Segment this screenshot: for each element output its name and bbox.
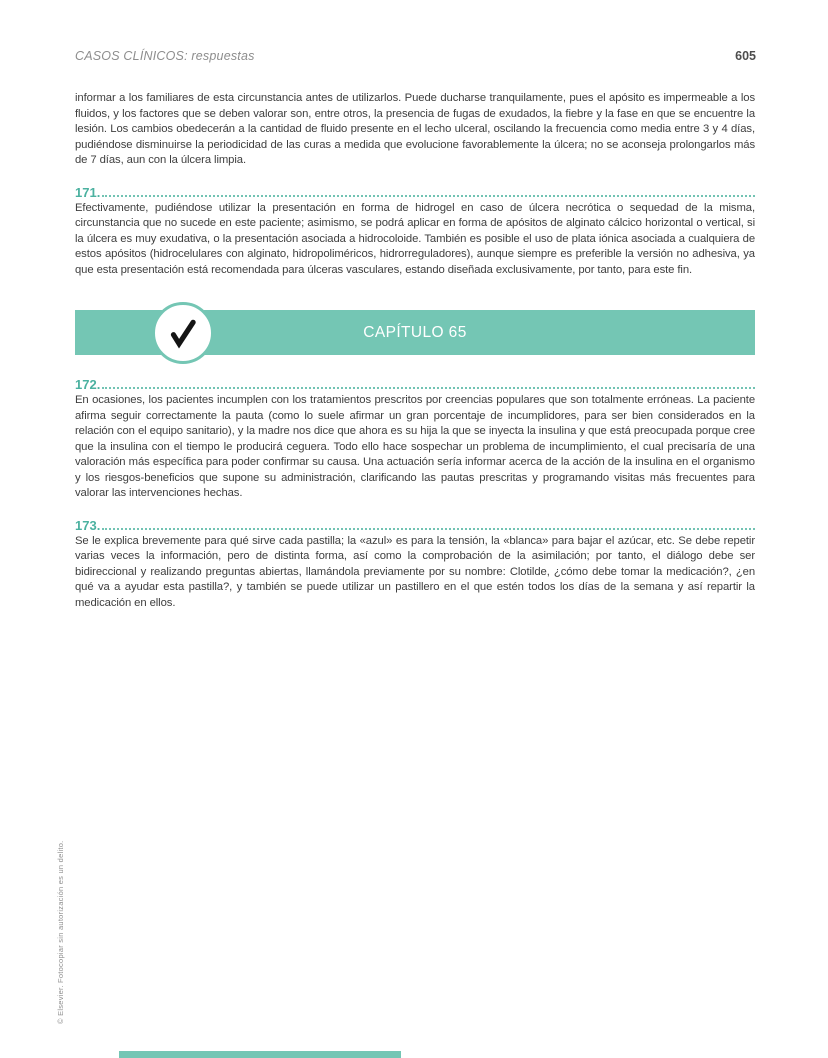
section-paragraph-172: En ocasiones, los pacientes incumplen con los tratamientos prescritos por creencias populares que son totalmente erróneas. La paciente afirma seguir correctamente la pauta (como lo suele afirmar un gran porcentaje de incumplidores, para ser bien considerados en la relación con el equipo sanitario), y la madre nos dice que ahora es su hija la que se inyecta la insulina y que está preocupada porque cree que la insulina con el tiempo le producirá ceguera. Todo ello hace sospechar un problema de incumplimiento, el cual precisaría de una valoración más específica para poder confirmar su causa. Una actuación sería informar acerca de la acción de la insulina en el organismo y los riesgos-beneficios que supone su administración, clarificando las pautas prescritas y programando visitas más frecuentes para valorar las intervenciones hechas. [75,394,755,499]
dotted-leader [102,528,755,530]
section-heading-173 [75,517,755,532]
running-title: CASOS CLÍNICOS: respuestas [75,49,255,63]
section-number: 171. [75,184,101,200]
page-bottom-strip [119,1051,401,1058]
check-circle-badge [152,302,214,364]
section-number: 172. [75,377,101,392]
intro-paragraph: informar a los familiares de esta circunstancia antes de utilizarlos. Puede ducharse tranquilamente, pues el apósito es impermeable a los fluidos, y los factores que se deben valorar son, entre otros, la presencia de fugas de exudados, la fiebre y la fase en que se encuentre la lesión. Los cambios obedecerán a la cantidad de fluido presente en el lecho ulceral, oscilando la frecuencia como media entre 3 y 4 días, pudiéndose disminuirse la periodicidad de las curas a medida que evolucione favorablemente la úlcera; no se aconseja prolongarlos más de 7 días, aun con la úlcera limpia. [75,92,755,166]
copyright-note: © Elsevier. Fotocopiar sin autorización es un delito. [56,840,65,1024]
dotted-leader [102,195,755,197]
page-number: 605 [735,49,756,63]
chapter-banner-label: CAPÍTULO 65 [363,324,467,341]
section-heading-172 [75,376,755,391]
running-head [75,49,756,63]
chapter-banner [75,310,755,355]
page-content [75,91,755,611]
checkmark-icon [165,315,201,351]
section-number: 173. [75,517,101,533]
section-paragraph-171: Efectivamente, pudiéndose utilizar la presentación en forma de hidrogel en caso de úlcera necrótica o sequedad de la misma, circunstancia que no sucede en este paciente; asimismo, se podrá aplicar en forma de apósitos de alginato cálcico horizontal o vertical, si la úlcera es muy exudativa, o la presentación asociada a hidrocoloide. También es posible el uso de plata iónica asociada a cualquiera de estos apósitos (hidrocelulares con alginato, hidropoliméricos, hidrorreguladores), aunque siempre es preferible la versión no adhesiva, ya que esta presentación está recomendada para úlceras vasculares, estando diseñada exclusivamente, por tanto, para este fin. [75,201,755,276]
dotted-leader [102,387,755,389]
section-paragraph-173: Se le explica brevemente para qué sirve cada pastilla; la «azul» es para la tensión, la «blanca» para bajar el azúcar, etc. Se debe repetir varias veces la información, pero de distinta forma, así como la comprobación de la asimilación; por tanto, el diálogo debe ser bidireccional y realizando preguntas abiertas, llamándola previamente por su nombre: Clotilde, ¿cómo debe tomar la medicación?, ¿en qué va a ayudar esta pastilla?, y también se puede utilizar un pastillero en el que estén todos los días de la semana y así repartir la medicación en ellos. [75,534,755,609]
section-heading-171 [75,184,755,199]
